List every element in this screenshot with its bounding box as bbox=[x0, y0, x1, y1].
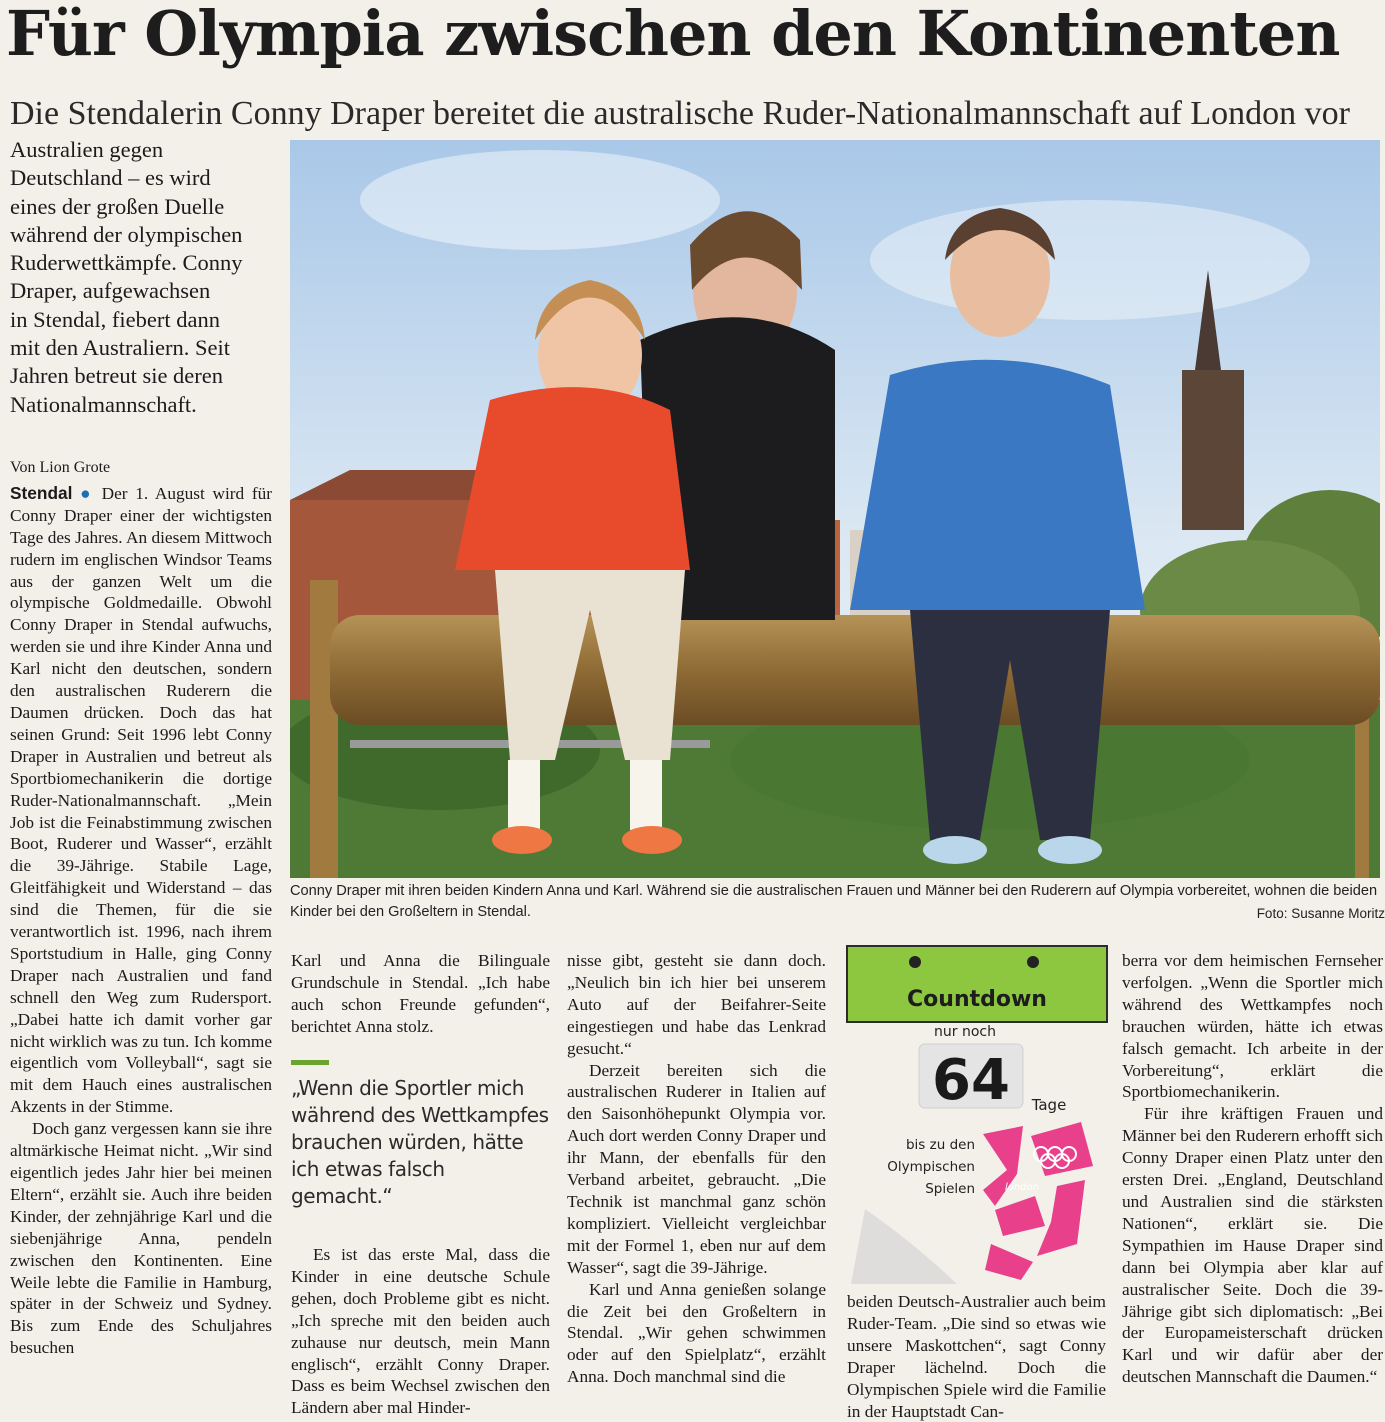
column-3 bbox=[567, 950, 826, 1388]
column-2-continued bbox=[291, 1244, 550, 1419]
body-paragraph: Karl und Anna die Bilinguale Grundschule in Stendal. „Ich habe auch schon Freunde gefunden“, berichtet Anna stolz. bbox=[291, 951, 550, 1036]
photo-caption: Conny Draper mit ihren beiden Kindern Anna und Karl. Während sie die australischen Frauen und Männer bei den Ruderern auf Olympia vorbereitet, wohnen die beiden Kinder bei den Großeltern in Stendal. bbox=[290, 883, 1378, 920]
body-paragraph: Doch ganz vergessen kann sie ihre altmärkische Heimat nicht. „Wir sind eigentlich jedes Jahr hier bei meinen Eltern“, erzählt sie. Auch ihre beiden Kinder, der zehnjährige Karl und die siebenjährige Anna, pendeln zwischen den Kontinenten. Eine Weile lebte die Familie in Hamburg, später in der Schweiz und Sydney. Bis zum Ende des Schuljahres besuchen bbox=[10, 1119, 272, 1358]
binder-ring-icon bbox=[1027, 956, 1039, 968]
lead-line: Australien gegen bbox=[10, 137, 164, 162]
subheadline: Die Stendalerin Conny Draper bereitet die australische Ruder-Nationalmannschaft auf London vor bbox=[10, 95, 1350, 132]
lead-line: während der olympischen bbox=[10, 221, 243, 247]
lead-line: Deutschland – es wird bbox=[10, 165, 211, 191]
logo-text: london bbox=[1005, 1182, 1040, 1193]
byline: Von Lion Grote bbox=[10, 459, 111, 476]
countdown-box bbox=[845, 944, 1109, 1289]
body-paragraph: Für ihre kräftigen Frauen und Männer bei den Ruderern erhofft sich Conny Draper einen Platz unter den ersten Drei. „England, Deutschland und Australien sind die stärksten Nationen“, erklärt sie. Die Sympathien im Hause Draper sind dann bei Olympia aber klar auf australischer Seite. Doch die 39-Jährige gibt sich diplomatisch: „Bei der Europameisterschaft drücken Karl und wir dafür aber der deutschen Mannschaft die Daumen.“ bbox=[1122, 1104, 1383, 1387]
countdown-unit: Tage bbox=[1031, 1096, 1067, 1114]
countdown-title: Countdown bbox=[907, 987, 1047, 1012]
lead-line: mit den Australiern. Seit bbox=[10, 335, 230, 361]
body-paragraph: beiden Deutsch-Australier auch beim Ruder-Team. „Die sind so etwas wie unsere Maskottchen“, sagt Conny Draper lächelnd. Doch die Olympischen Spiele wird die Familie in der Hauptstadt Can- bbox=[847, 1292, 1106, 1421]
binder-ring-icon bbox=[909, 956, 921, 968]
body-text: Der 1. August wird für Conny Draper einer der wichtigsten Tage des Jahres. An diesem Mittwoch rudern im englischen Windsor Teams aus der ganzen Welt um die olympische Goldmedaille. Obwohl Conny Draper in Stendal aufwuchs, werden sie und ihre Kinder Anna und Karl nicht den deutschen, sondern den australischen Ruderern die Daumen drücken. Doch das hat seinen Grund: Seit 1996 lebt Conny Draper in Australien und betreut als Sportbiomechanikerin die dortige Ruder-Nationalmannschaft. „Mein Job ist die Feinabstimmung zwischen Boot, Ruderer und Wasser“, erzählt die 39-Jährige. Stabile Lage, Gleitfähigkeit und Widerstand – das sind die Themen, für die sie verantwortlich ist. 1996, nach ihrem Sportstudium in Halle, ging Conny Draper nach Australien und fand schnell den Weg zum Rudersport. „Dabei hatte ich damit vorher gar nicht wirklich was zu tun. Ich komme eigentlich vom Volleyball“, sagt sie mit dem Hauch eines australischen Akzents in der Stimme. bbox=[10, 483, 272, 1117]
article-photo bbox=[290, 140, 1380, 878]
quote-rule bbox=[291, 1060, 329, 1065]
pull-quote bbox=[291, 1060, 550, 1210]
body-paragraph bbox=[10, 483, 272, 1118]
body-paragraph: berra vor dem heimischen Fernseher verfolgen. „Wenn die Sportler mich während des Wettkampfes noch brauchen würden, hätte ich etwas falsch gemacht. Ich arbeite in der Vorbereitung“, erklärt die Sportbiomechanikerin. bbox=[1122, 951, 1383, 1102]
lead-line: Draper, aufgewachsen bbox=[10, 278, 211, 304]
column-5 bbox=[1122, 950, 1383, 1388]
bullet-icon: ● bbox=[80, 482, 94, 503]
photo-image bbox=[290, 140, 1380, 878]
countdown-days: 64 bbox=[932, 1048, 1010, 1113]
lead-line: Jahren betreut sie deren bbox=[10, 363, 224, 389]
countdown-graphic bbox=[845, 944, 1109, 1289]
column-2 bbox=[291, 950, 550, 1038]
headline: Für Olympia zwischen den Kontinenten bbox=[6, 0, 1340, 70]
column-4-lower bbox=[847, 1291, 1106, 1422]
london-2012-logo-icon bbox=[983, 1122, 1093, 1280]
countdown-prefix: nur noch bbox=[934, 1024, 996, 1040]
lead-line: eines der großen Duelle bbox=[10, 193, 225, 219]
dateline: Stendal bbox=[10, 482, 73, 503]
column-1 bbox=[10, 457, 272, 1359]
body-paragraph: Derzeit bereiten sich die australischen Ruderer in Italien auf den Saisonhöhepunkt Olympia vor. Auch dort werden Conny Draper und ihr Mann, der ebenfalls für den Verband arbeitet, gebraucht. „Die Technik ist manchmal ganz schön kompliziert. Vielleicht vergleichbar mit der Formel 1, eben nur auf dem Wasser“, sagt die 39-Jährige. bbox=[567, 1060, 826, 1277]
lead-line: in Stendal, fiebert dann bbox=[10, 306, 220, 332]
quote-text: „Wenn die Sportler mich während des Wettkampfes brauchen würden, hätte ich etwas falsch gemacht.“ bbox=[291, 1076, 549, 1208]
body-paragraph: Karl und Anna genießen solange die Zeit bei den Großeltern in Stendal. „Wir gehen schwimmen oder auf den Spielplatz“, erzählt Anna. Doch manchmal sind die bbox=[567, 1279, 826, 1387]
countdown-suffix: bis zu den Olympischen Spielen bbox=[887, 1137, 975, 1197]
lead-line: Ruderwettkämpfe. Conny bbox=[10, 250, 243, 276]
lead-line: Nationalmannschaft. bbox=[10, 391, 197, 417]
body-paragraph: nisse gibt, gesteht sie dann doch. „Neulich bin ich hier bei unserem Auto auf der Beifahrer-Seite eingestiegen und habe das Lenkrad gesucht.“ bbox=[567, 951, 826, 1058]
body-paragraph: Es ist das erste Mal, dass die Kinder in eine deutsche Schule gehen, doch Probleme gibt es nicht. „Ich spreche mit den beiden auch zuhause nur deutsch, mein Mann englisch“, erzählt Conny Draper. Dass es beim Wechsel zwischen den Ländern aber mal Hinder- bbox=[291, 1245, 550, 1418]
photo-credit: Foto: Susanne Moritz bbox=[1256, 906, 1385, 921]
lead-paragraph bbox=[10, 136, 278, 419]
